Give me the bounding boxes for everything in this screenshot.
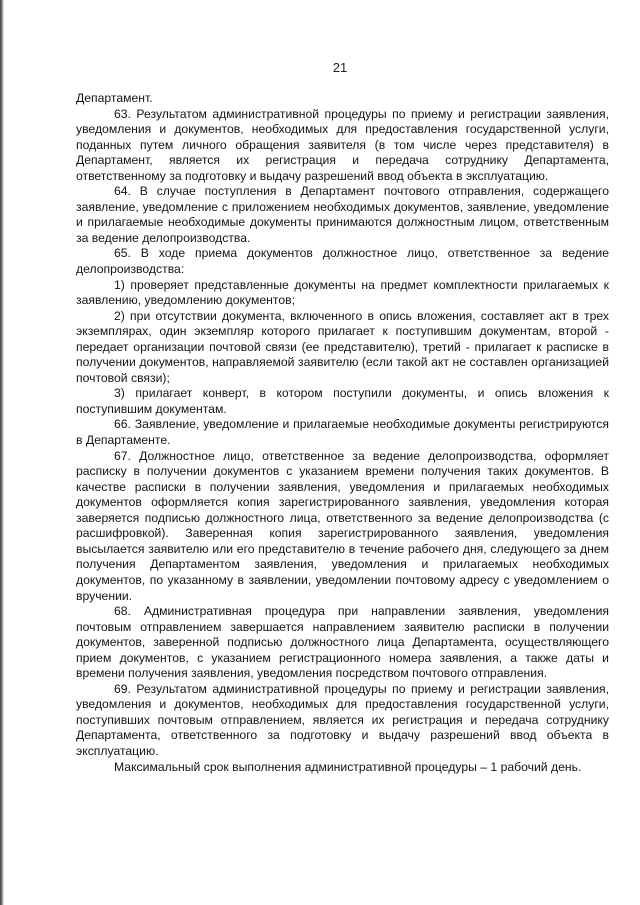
paragraph-65-item-1: 1) проверяет представленные документы на предмет комплектности прилагаемых к заявлению, уведомлению документов; — [76, 277, 609, 308]
scan-edge-shadow — [0, 0, 4, 905]
paragraph-69: 69. Результатом административной процедуры по приему и регистрации заявления, уведомления и документов, необходимых для предоставления государственной услуги, поступивших почтовым отправлением, является их регистрация и передача сотруднику Департамента, ответственного за подготовку и выдачу разрешений ввод объекта в эксплуатацию. — [76, 681, 609, 758]
paragraph-65: 65. В ходе приема документов должностное лицо, ответственное за ведение делопроизводства: — [76, 246, 609, 277]
paragraph-65-item-2: 2) при отсутствии документа, включенного в опись вложения, составляет акт в трех экземплярах, один экземпляр которого прилагает к поступившим документам, второй - передает организации почтовой связи (ее представителю), третий - прилагает к расписке в получении документов, направляемой заявителю (если такой акт не составлен организацией почтовой связи); — [76, 308, 609, 385]
body-text — [76, 91, 609, 775]
paragraph-67: 67. Должностное лицо, ответственное за ведение делопроизводства, оформляет расписку в получении документов с указанием времени получения таких документов. В качестве расписки в получении заявления, уведомления и прилагаемых необходимых документов оформляется копия зарегистрированного заявления, уведомления которая заверяется подписью должностного лица, ответственного за ведение делопроизводства (с расшифровкой). Заверенная копия зарегистрированного заявления, уведомления высылается заявителю или его представителю в течение рабочего дня, следующего за днем получения Департаментом заявления, уведомления и прилагаемых необходимых документов, по указанному в заявлении, уведомлении почтовому адресу с уведомлением о вручении. — [76, 448, 609, 603]
paragraph-63: 63. Результатом административной процедуры по приему и регистрации заявления, уведомления и документов, необходимых для предоставления государственной услуги, поданных путем личного обращения заявителя (в том числе через представителя) в Департамент, является их регистрация и передача сотруднику Департамента, ответственному за подготовку и выдачу разрешений ввод объекта в эксплуатацию. — [76, 106, 609, 183]
paragraph-68: 68. Административная процедура при направлении заявления, уведомления почтовым отправлением завершается направлением заявителю расписки в получении документов, заверенной подписью должностного лица Департамента, осуществляющего прием документов, с указанием регистрационного номера заявления, а также даты и времени получения заявления, уведомления посредством почтового отправления. — [76, 604, 609, 681]
page-number: 21 — [332, 60, 348, 75]
paragraph-64: 64. В случае поступления в Департамент почтового отправления, содержащего заявление, уведомление с приложением необходимых документов, заявление, уведомление и прилагаемые необходимые документы принимаются должностным лицом, ответственным за ведение делопроизводства. — [76, 184, 609, 245]
paragraph-65-item-3: 3) прилагает конверт, в котором поступили документы, и опись вложения к поступившим документам. — [76, 386, 609, 416]
paragraph-continuation: Департамент. — [76, 91, 153, 105]
paragraph-66: 66. Заявление, уведомление и прилагаемые необходимые документы регистрируются в Департаменте. — [76, 417, 609, 448]
paragraph-max-duration: Максимальный срок выполнения административной процедуры – 1 рабочий день. — [114, 759, 582, 774]
